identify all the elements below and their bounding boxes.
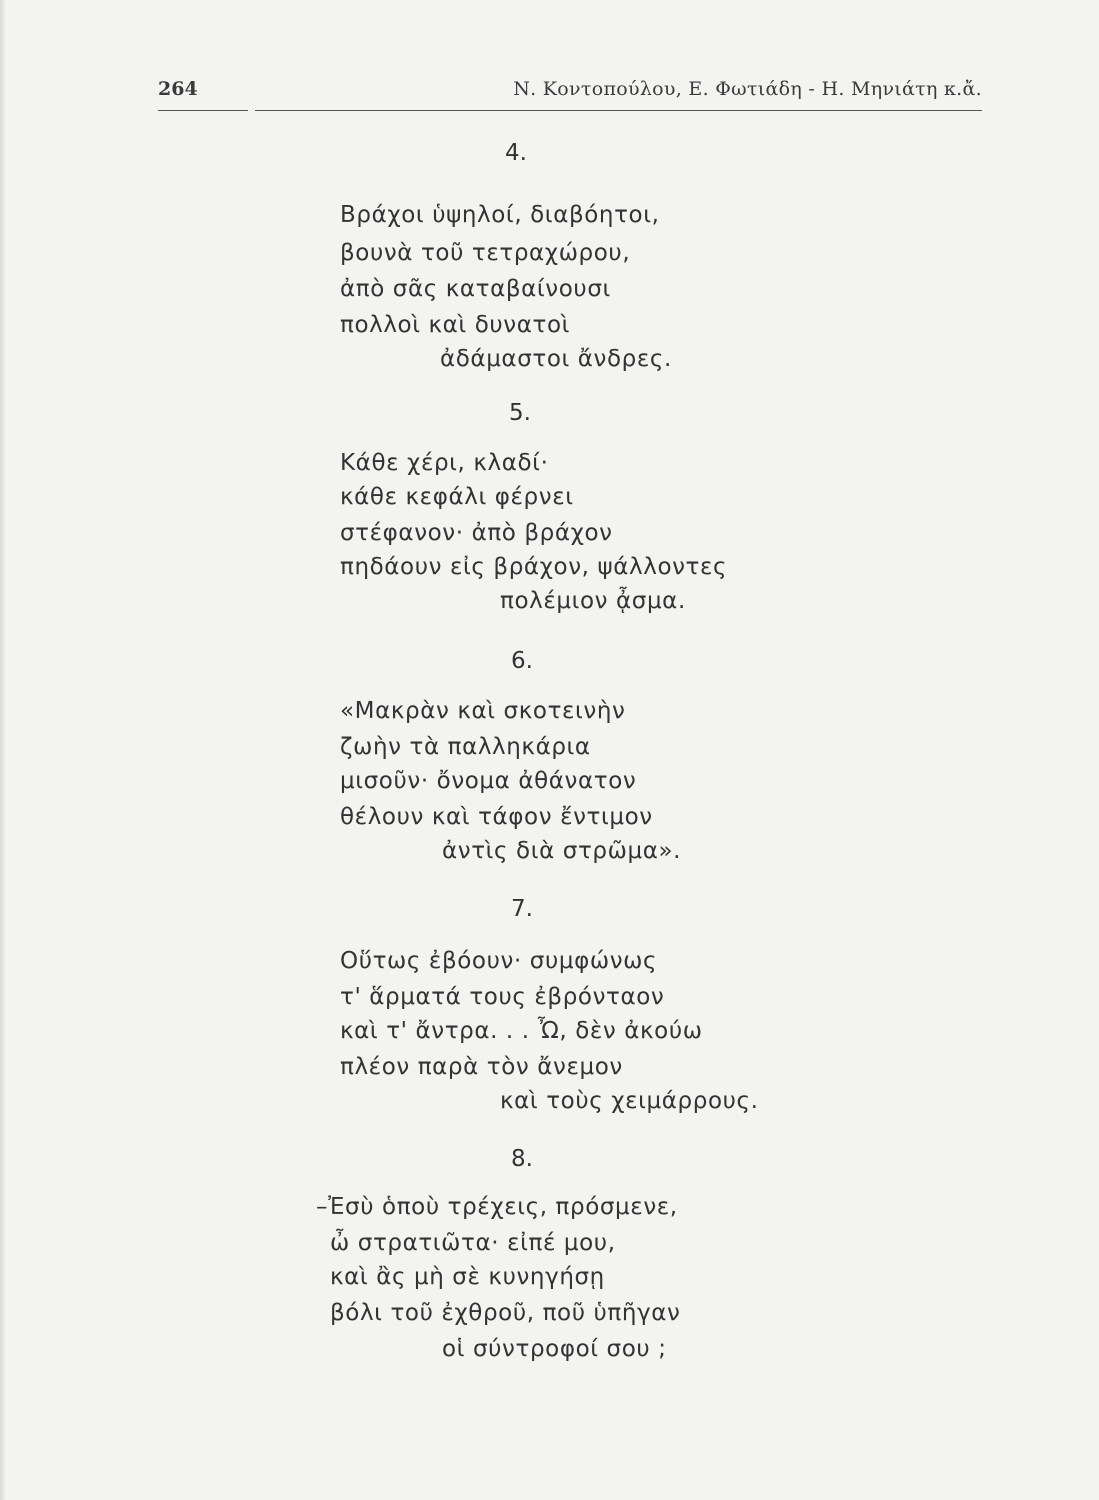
- verse-line: καὶ ἂς μὴ σὲ κυνηγήσῃ: [330, 1264, 605, 1290]
- header-rule-left: [158, 110, 248, 111]
- verse-line: «Μακρὰν καὶ σκοτεινὴν: [340, 698, 626, 724]
- verse-line: ἀδάμαστοι ἄνδρες.: [440, 346, 672, 372]
- verse-line: ἀπὸ σᾶς καταβαίνουσι: [340, 276, 611, 302]
- page-header: [158, 78, 982, 110]
- verse-line: στέφανον· ἀπὸ βράχον: [340, 520, 613, 546]
- verse-line: βουνὰ τοῦ τετραχώρου,: [340, 240, 631, 266]
- page-edge-shadow: [0, 0, 6, 1500]
- verse-line: πλέον παρὰ τὸν ἄνεμον: [340, 1054, 623, 1080]
- verse-line: –Ἐσὺ ὁποὺ τρέχεις, πρόσμενε,: [316, 1194, 678, 1220]
- verse-line: Βράχοι ὑψηλοί, διαβόητοι,: [340, 202, 660, 228]
- verse-line: ὦ στρατιῶτα· εἰπέ μου,: [330, 1230, 616, 1256]
- stanza-number: 6.: [511, 648, 533, 674]
- verse-line: θέλουν καὶ τάφον ἔντιμον: [340, 804, 653, 830]
- stanza-number: 7.: [511, 896, 533, 922]
- running-head: Ν. Κοντοπούλου, Ε. Φωτιάδη - Η. Μηνιάτη κ.ἄ.: [513, 78, 982, 100]
- verse-line: Οὕτως ἐβόουν· συμφώνως: [340, 948, 658, 974]
- header-rule-right: [255, 110, 982, 111]
- verse-line: κάθε κεφάλι φέρνει: [340, 484, 574, 510]
- verse-line: ζωὴν τὰ παλληκάρια: [340, 734, 591, 760]
- verse-line: τ' ἅρματά τους ἐβρόνταον: [340, 984, 665, 1010]
- verse-line: οἱ σύντροφοί σου ;: [442, 1336, 667, 1362]
- verse-line: ἀντὶς διὰ στρῶμα».: [442, 838, 682, 864]
- stanza-number: 5.: [509, 400, 531, 426]
- verse-line: καὶ τ' ἄντρα. . . Ὦ, δὲν ἀκούω: [340, 1018, 703, 1044]
- verse-line: πολλοὶ καὶ δυνατοὶ: [340, 312, 571, 338]
- verse-line: καὶ τοὺς χειμάρρους.: [500, 1088, 759, 1114]
- stanza-number: 8.: [511, 1146, 533, 1172]
- verse-line: πολέμιον ᾆσμα.: [500, 588, 686, 614]
- verse-line: πηδάουν εἰς βράχον, ψάλλοντες: [340, 554, 728, 580]
- verse-line: Κάθε χέρι, κλαδί·: [340, 450, 549, 476]
- stanza-number: 4.: [505, 140, 527, 166]
- verse-line: βόλι τοῦ ἐχθροῦ, ποῦ ὑπῆγαν: [330, 1300, 681, 1326]
- page-number: 264: [158, 78, 198, 100]
- verse-line: μισοῦν· ὄνομα ἀθάνατον: [340, 768, 637, 794]
